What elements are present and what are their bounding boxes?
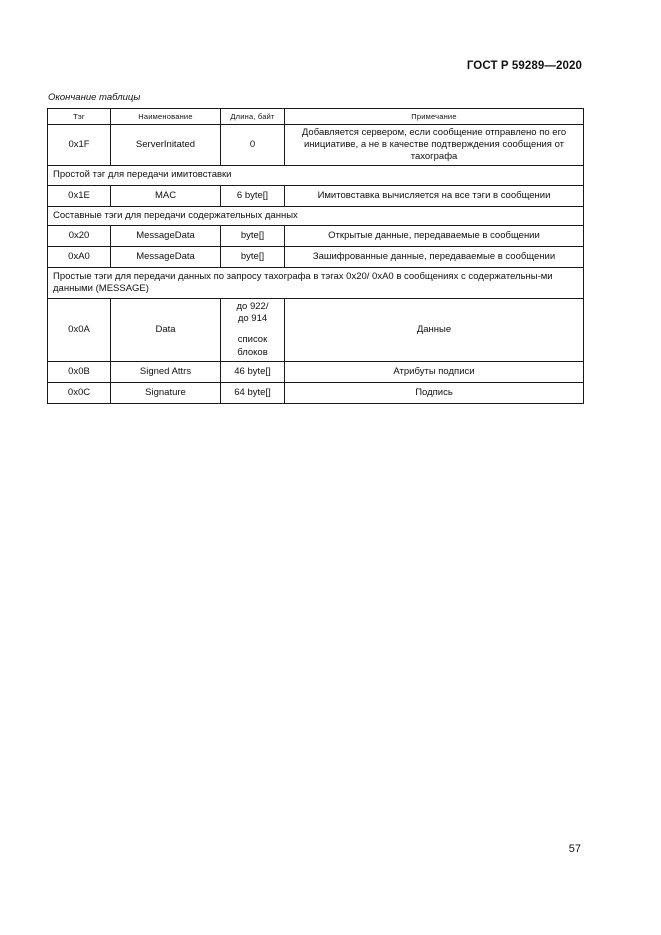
cell-length [221,299,285,362]
table-row [48,361,584,382]
table-caption: Окончание таблицы [48,92,141,103]
cell-name: ServerInitated [111,125,221,166]
cell-tag: 0x20 [48,225,111,246]
cell-name: MessageData [111,225,221,246]
document-id: ГОСТ Р 59289—2020 [466,60,582,72]
cell-length: 6 byte[] [221,185,285,206]
length-line: до 922/ [236,301,269,313]
table-header-row [48,109,584,125]
cell-name: Signed Attrs [111,361,221,382]
table-group-row [48,267,584,298]
length-line: до 914 [237,313,268,325]
cell-length: 64 byte[] [221,382,285,403]
table-group-row [48,166,584,185]
cell-name: MessageData [111,246,221,267]
table-row [48,185,584,206]
cell-tag: 0x0C [48,382,111,403]
cell-length: byte[] [221,246,285,267]
length-spacer [225,325,280,334]
table-row [48,246,584,267]
cell-note: Данные [285,299,584,362]
cell-note: Открытые данные, передаваемые в сообщении [285,225,584,246]
tag-table [47,108,584,404]
cell-tag: 0x0A [48,299,111,362]
cell-note: Имитовставка вычисляется на все тэги в сообщении [285,185,584,206]
cell-tag: 0x0B [48,361,111,382]
cell-length: 46 byte[] [221,361,285,382]
table-group-row [48,206,584,225]
cell-length: byte[] [221,225,285,246]
cell-note: Добавляется сервером, если сообщение отправлено по его инициативе, а не в качестве подтверждения сообщения от тахографа [285,125,584,166]
table-row [48,125,584,166]
group-heading: Простые тэги для передачи данных по запросу тахографа в тэгах 0x20/ 0xA0 в сообщениях с содержательны-ми данными (MESSAGE) [48,267,584,298]
cell-length: 0 [221,125,285,166]
group-heading: Составные тэги для передачи содержательных данных [48,206,584,225]
column-header-name: Наименование [111,109,221,125]
group-heading: Простой тэг для передачи имитовставки [48,166,584,185]
cell-note: Атрибуты подписи [285,361,584,382]
cell-tag: 0x1F [48,125,111,166]
table-row [48,225,584,246]
table-row [48,382,584,403]
length-line: список [237,334,268,346]
column-header-length: Длина, байт [221,109,285,125]
table-row [48,299,584,362]
cell-name: Signature [111,382,221,403]
cell-name: MAC [111,185,221,206]
cell-tag: 0x1E [48,185,111,206]
cell-note: Зашифрованные данные, передаваемые в сообщении [285,246,584,267]
cell-name: Data [111,299,221,362]
length-line: блоков [237,346,268,358]
cell-tag: 0xA0 [48,246,111,267]
column-header-note: Примечание [285,109,584,125]
cell-note: Подпись [285,382,584,403]
page-number: 57 [568,843,581,855]
column-header-tag: Тэг [48,109,111,125]
